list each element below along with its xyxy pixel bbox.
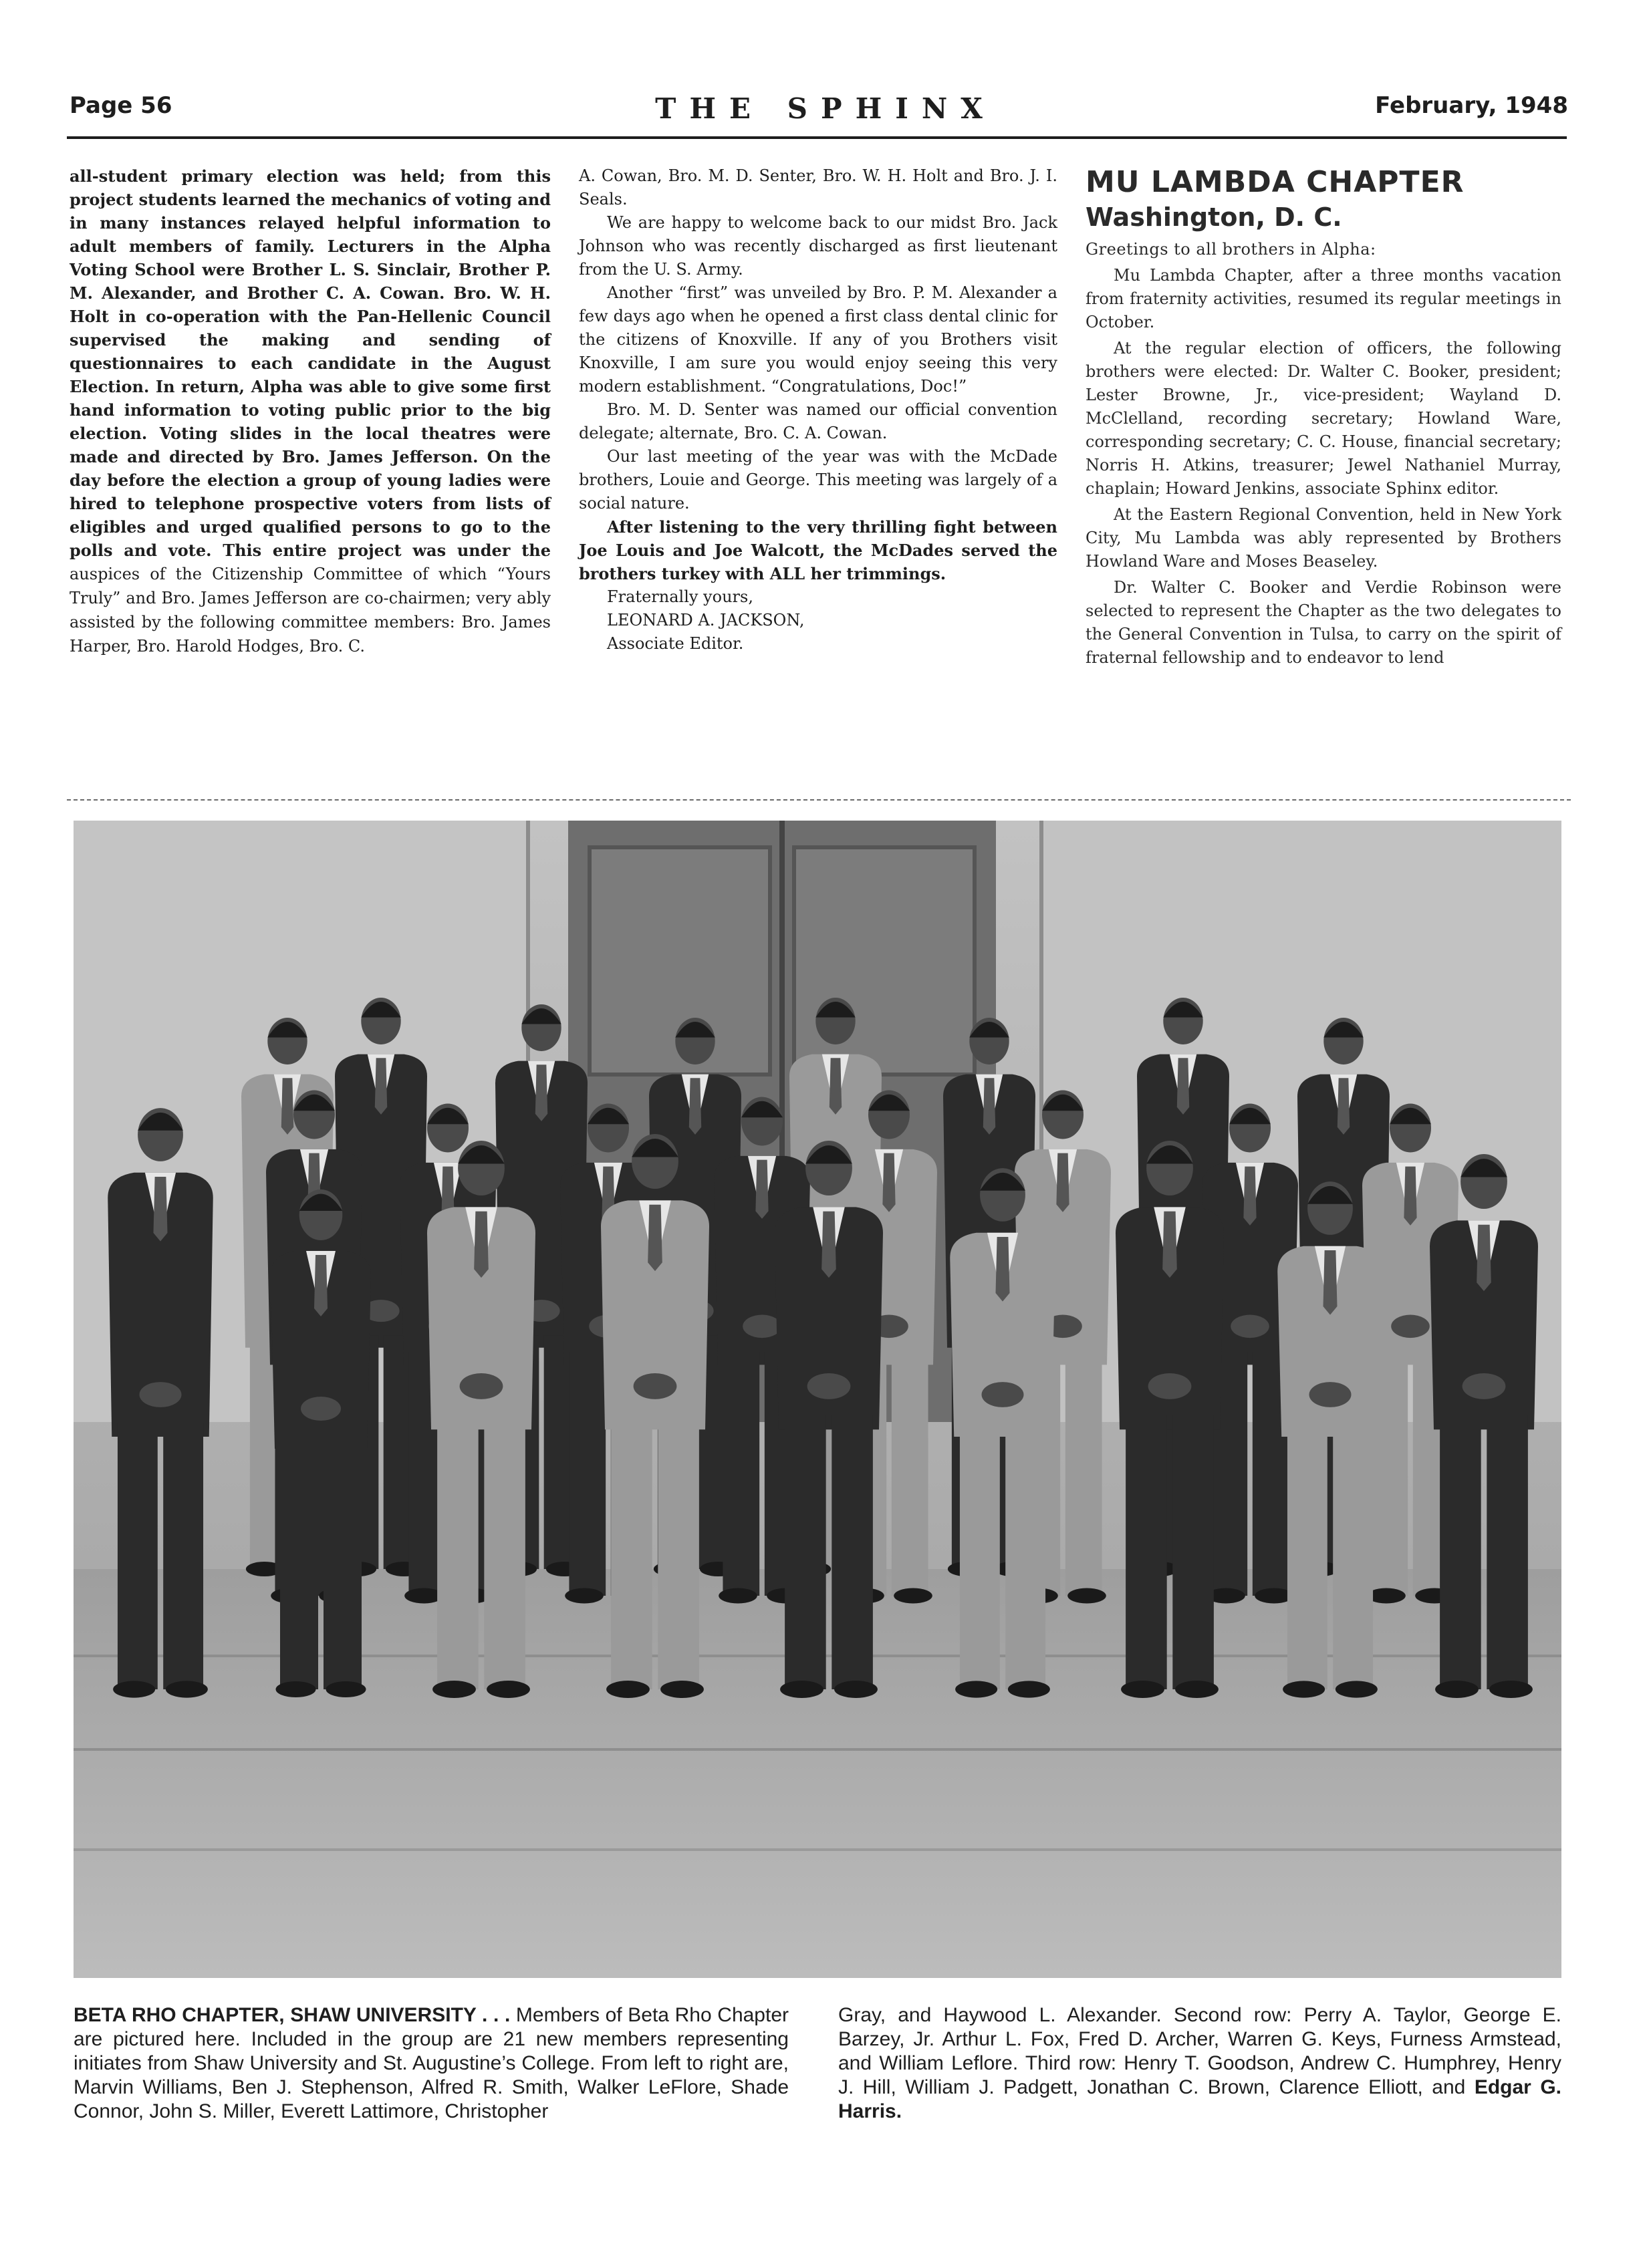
photo-person-tie [1338,1078,1350,1135]
photo-person-hands [460,1373,503,1399]
photo-person-leg [1126,1415,1167,1689]
photo-person-hands [301,1397,341,1421]
column-2 [579,164,1057,656]
photo-person-leg [785,1415,826,1689]
photo-person-leg [611,1415,652,1689]
photo-person-shoe [719,1588,757,1603]
magazine-title: THE SPHINX [655,92,996,125]
photo-person-shoe [955,1681,997,1697]
photo-person-tie [1323,1250,1338,1315]
column-separator-rule [67,799,1571,801]
letter-role: Associate Editor. [607,634,744,653]
photo-person-leg [960,1423,1000,1689]
photo-person-hands [982,1382,1024,1407]
photo-person-hands [140,1382,182,1407]
chapter-location: Washington, D. C. [1086,202,1342,232]
photo-person-leg [118,1423,158,1689]
photo-person-shoe [1175,1681,1219,1698]
photo-person-shoe [1121,1681,1164,1698]
column-2-paragraph-1: A. Cowan, Bro. M. D. Senter, Bro. W. H. Holt and Bro. J. I. Seals. [579,166,1057,208]
photo-person-leg [1172,1415,1214,1689]
photo-person-leg [324,1435,362,1689]
photo-person-tie [830,1058,842,1115]
photo-person-shoe [660,1681,704,1698]
photo-person-shoe [432,1681,476,1698]
photo-person-shoe [1489,1681,1533,1698]
photo-person-leg [1287,1423,1327,1689]
header-rule [67,136,1567,139]
photo-person-tie [1177,1058,1189,1115]
photo-person-shoe [834,1681,878,1698]
issue-date: February, 1948 [1375,92,1568,119]
photo-person-tie [314,1255,328,1316]
letter-closing: Fraternally yours, [607,587,753,606]
column-1-text-normal: auspices of the Citizenship Committee of which “Yours Truly” and Bro. James Jefferson are co-chairmen; very ably assisted by the following committee members: Bro. James Harper, Bro. Harold Hodges, Bro. C. [70,565,551,656]
column-3-paragraph-2: At the regular election of officers, the following brothers were elected: Dr. Walter C. Booker, president; Lester Browne, Jr., vice-president; Wayland D. McClelland, recording secretary; Howland Ware, corresponding secretary; C. C. House, financial secretary; Norris H. Atkins, treasurer; Jewel Nathaniel Murray, chaplain; Howard Jenkins, associate Sphinx editor. [1086,339,1561,498]
photo-person-shoe [487,1681,530,1698]
photo-person-leg [280,1435,318,1689]
photo-person-leg [569,1352,606,1596]
photo-person-hands [743,1315,781,1338]
photo-person-leg [832,1415,873,1689]
photo-person-tie [1404,1167,1416,1226]
column-3 [1086,164,1561,672]
chapter-heading: MU LAMBDA CHAPTER [1086,165,1465,199]
photo-person-leg [1005,1423,1045,1689]
photo-caption-right [838,2003,1561,2124]
photo-person-tie [535,1065,547,1121]
photo-person-hands [1231,1315,1269,1338]
photo-person-leg [1440,1415,1481,1689]
column-2-paragraph-5: Our last meeting of the year was with the McDade brothers, Louie and George. This meeting was largely of a social nature. [579,447,1057,513]
photo-person-tie [983,1078,995,1135]
photo-person-leg [723,1352,759,1596]
photo-person-shoe [1067,1588,1106,1603]
column-1 [70,164,551,658]
photo-person-hands [1309,1382,1352,1407]
caption-tail: Edgar G. Harris. [838,2076,1561,2122]
photo-people [108,998,1538,1698]
column-1-text-bold: all-student primary election was held; from this project students learned the mechanics of voting and in many instances relayed helpful information to adult members of family. Lecturers in the Alpha Voting School were Brother L. S. Sinclair, Brother P. M. Alexander, and Brother C. A. Cowan. Bro. W. H. Holt in co-operation with the Pan-Hellenic Council supervised the making and sending of questionnaires to each candidate in the August Election. In return, Alpha was able to give some first hand information to voting public prior to the big election. Voting slides in the local theatres were made and directed by Bro. James Jefferson. On the day before the election a group of young ladies were hired to telephone prospective voters from lists of eligibles and urged qualified persons to go to the polls and vote. This entire project was under the [70,166,551,560]
column-3-paragraph-4: Dr. Walter C. Booker and Verdie Robinson were selected to represent the Chapter as the two delegates to the General Convention in Tulsa, to carry on the spirit of fraternal fellowship and to endeavor to lend [1086,578,1561,667]
photo-person-shoe [326,1681,366,1697]
photo-person-hands [1463,1373,1506,1399]
column-2-paragraph-3: Another “first” was unveiled by Bro. P. M. Alexander a few days ago when he opened a first class dental clinic for the citizens of Knoxville. If any of you Brothers visit Knoxville, I am sure you would enjoy seeing this very modern establishment. “Congratulations, Doc!” [579,283,1057,396]
photo-person-tie [648,1205,662,1271]
letter-signature: LEONARD A. JACKSON, [607,611,805,629]
photo-person-shoe [1008,1681,1050,1697]
page-number: Page 56 [70,92,172,119]
photo-person-tie [474,1212,489,1278]
photo-person-hands [634,1373,677,1399]
photo-person-shoe [1435,1681,1479,1698]
photo-person-leg [1487,1415,1528,1689]
photo-person-tie [689,1078,701,1135]
column-3-paragraph-1: Mu Lambda Chapter, after a three months vacation from fraternity activities, resumed its regular meetings in October. [1086,266,1561,331]
photo-person-leg [484,1415,525,1689]
group-photograph-illustration [74,821,1561,1978]
photo-person-hands [1148,1373,1192,1399]
photo-person-leg [163,1423,203,1689]
photo-person-leg [1065,1352,1102,1596]
photo-person-tie [1477,1225,1491,1291]
photo-person-shoe [166,1681,208,1697]
photo-person-hands [1391,1315,1430,1338]
photo-person-tie [1162,1212,1177,1278]
column-2-paragraph-2: We are happy to welcome back to our midst Bro. Jack Johnson who was recently discharged as first lieutenant from the U. S. Army. [579,213,1057,279]
photo-person-tie [281,1078,293,1135]
caption-text-2: Gray, and Haywood L. Alexander. Second row: Perry A. Taylor, George E. Barzey, Jr. Arthur L. Fox, Fred D. Archer, Warren G. Keys, Furness Armstead, and William Leflore. Third row: Henry T. Goodson, Andrew C. Humphrey, Henry J. Hill, William J. Padgett, Jonathan C. Brown, Clarence Elliott, and [838,2004,1561,2098]
photo-person-shoe [113,1681,155,1697]
photo-person-shoe [780,1681,823,1698]
photo-person-shoe [1336,1681,1378,1697]
photo-person-leg [892,1352,928,1596]
group-photograph [74,821,1561,1978]
photo-person-tie [375,1058,387,1115]
photo-person-shoe [276,1681,316,1697]
photo-person-shoe [1283,1681,1325,1697]
photo-person-hands [807,1373,851,1399]
column-3-paragraph-3: At the Eastern Regional Convention, held in New York City, Mu Lambda was ably represented by Brothers Howland Ware and Moses Beaseley. [1086,505,1561,571]
column-2-paragraph-6: After listening to the very thrilling fight between Joe Louis and Joe Walcott, the McDades served the brothers turkey with ALL her trimmings. [579,517,1057,583]
photo-person-tie [996,1237,1010,1302]
photo-person-shoe [894,1588,932,1603]
photo-person-leg [437,1415,479,1689]
photo-person-tie [882,1153,895,1212]
column-1-paragraph [70,164,551,658]
photo-person-tie [154,1177,168,1242]
caption-text-1: Members of Beta Rho Chapter are pictured here. Included in the group are 21 new members representing initiates from Shaw University and St. Augustine’s College. From left to right are, Marvin Williams, Ben J. Stephenson, Alfred R. Smith, Walker LeFlore, Shade Connor, John S. Miller, Everett Lattimore, Christopher [74,2004,789,2122]
photo-person-tie [1056,1153,1069,1212]
photo-person-tie [755,1160,768,1219]
photo-door-panel [794,847,975,1075]
caption-lead: BETA RHO CHAPTER, SHAW UNIVERSITY . . . [74,2004,511,2026]
photo-person-leg [1333,1423,1373,1689]
photo-person-shoe [565,1588,604,1603]
photo-person-tie [821,1212,836,1278]
photo-person-tie [1243,1167,1256,1226]
photo-caption-left [74,2003,789,2124]
photo-person-leg [658,1415,699,1689]
photo-person-shoe [606,1681,650,1698]
column-3-greeting: Greetings to all brothers in Alpha: [1086,240,1376,259]
column-2-paragraph-4: Bro. M. D. Senter was named our official convention delegate; alternate, Bro. C. A. Cowan. [579,400,1057,442]
